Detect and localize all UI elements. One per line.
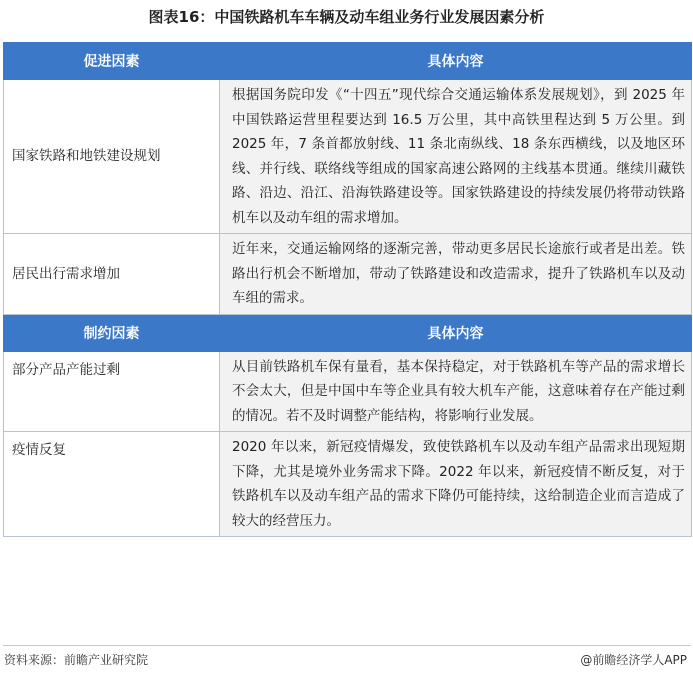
table-row	[4, 80, 692, 234]
content-cell: 2020 年以来，新冠疫情爆发，致使铁路机车以及动车组产品需求出现短期下降，尤其是境外业务需求下降。2022 年以来，新冠疫情不断反复，对于铁路机车以及动车组产品的需求下降仍可能持续，这给制造企业而言造成了较大的经营压力。	[220, 432, 692, 537]
content-cell: 近年来，交通运输网络的逐渐完善，带动更多居民长途旅行或者是出差。铁路出行机会不断增加，带动了铁路建设和改造需求，提升了铁路机车以及动车组的需求。	[220, 234, 692, 315]
factor-cell: 疫情反复	[4, 432, 220, 537]
table-row	[4, 351, 692, 432]
source-note: 资料来源：前瞻产业研究院	[4, 653, 149, 667]
factor-cell: 居民出行需求增加	[4, 234, 220, 315]
table-row	[4, 234, 692, 315]
factor-table	[3, 42, 692, 537]
header-restricting-factors: 制约因素	[4, 314, 220, 351]
content-cell: 从目前铁路机车保有量看，基本保持稳定，对于铁路机车等产品的需求增长不会太大，但是中国中车等企业具有较大机车产能，这意味着存在产能过剩的情况。若不及时调整产能结构，将影响行业发展。	[220, 351, 692, 432]
header-specific-content: 具体内容	[220, 314, 692, 351]
header-specific-content: 具体内容	[220, 43, 692, 80]
header-promoting-factors: 促进因素	[4, 43, 220, 80]
footer-divider	[3, 645, 691, 646]
brand-credit: @前瞻经济学人APP	[580, 653, 687, 667]
figure-title: 图表16：中国铁路机车车辆及动车组业务行业发展因素分析	[148, 8, 545, 26]
table-header-row	[4, 314, 692, 351]
factor-cell: 部分产品产能过剩	[4, 351, 220, 432]
factor-cell: 国家铁路和地铁建设规划	[4, 80, 220, 234]
table-header-row	[4, 43, 692, 80]
table-row	[4, 432, 692, 537]
content-cell: 根据国务院印发《“十四五”现代综合交通运输体系发展规划》，到 2025 年中国铁路运营里程要达到 16.5 万公里，其中高铁里程达到 5 万公里。到 2025 年，7 条首都放射线、11 条北南纵线、18 条东西横线，以及地区环线、并行线、联络线等组成的国家高速公路网的主线基本贯通。继续川藏铁路、沿边、沿江、沿海铁路建设等。国家铁路建设的持续发展仍将带动铁路机车以及动车组的需求增加。	[220, 80, 692, 234]
